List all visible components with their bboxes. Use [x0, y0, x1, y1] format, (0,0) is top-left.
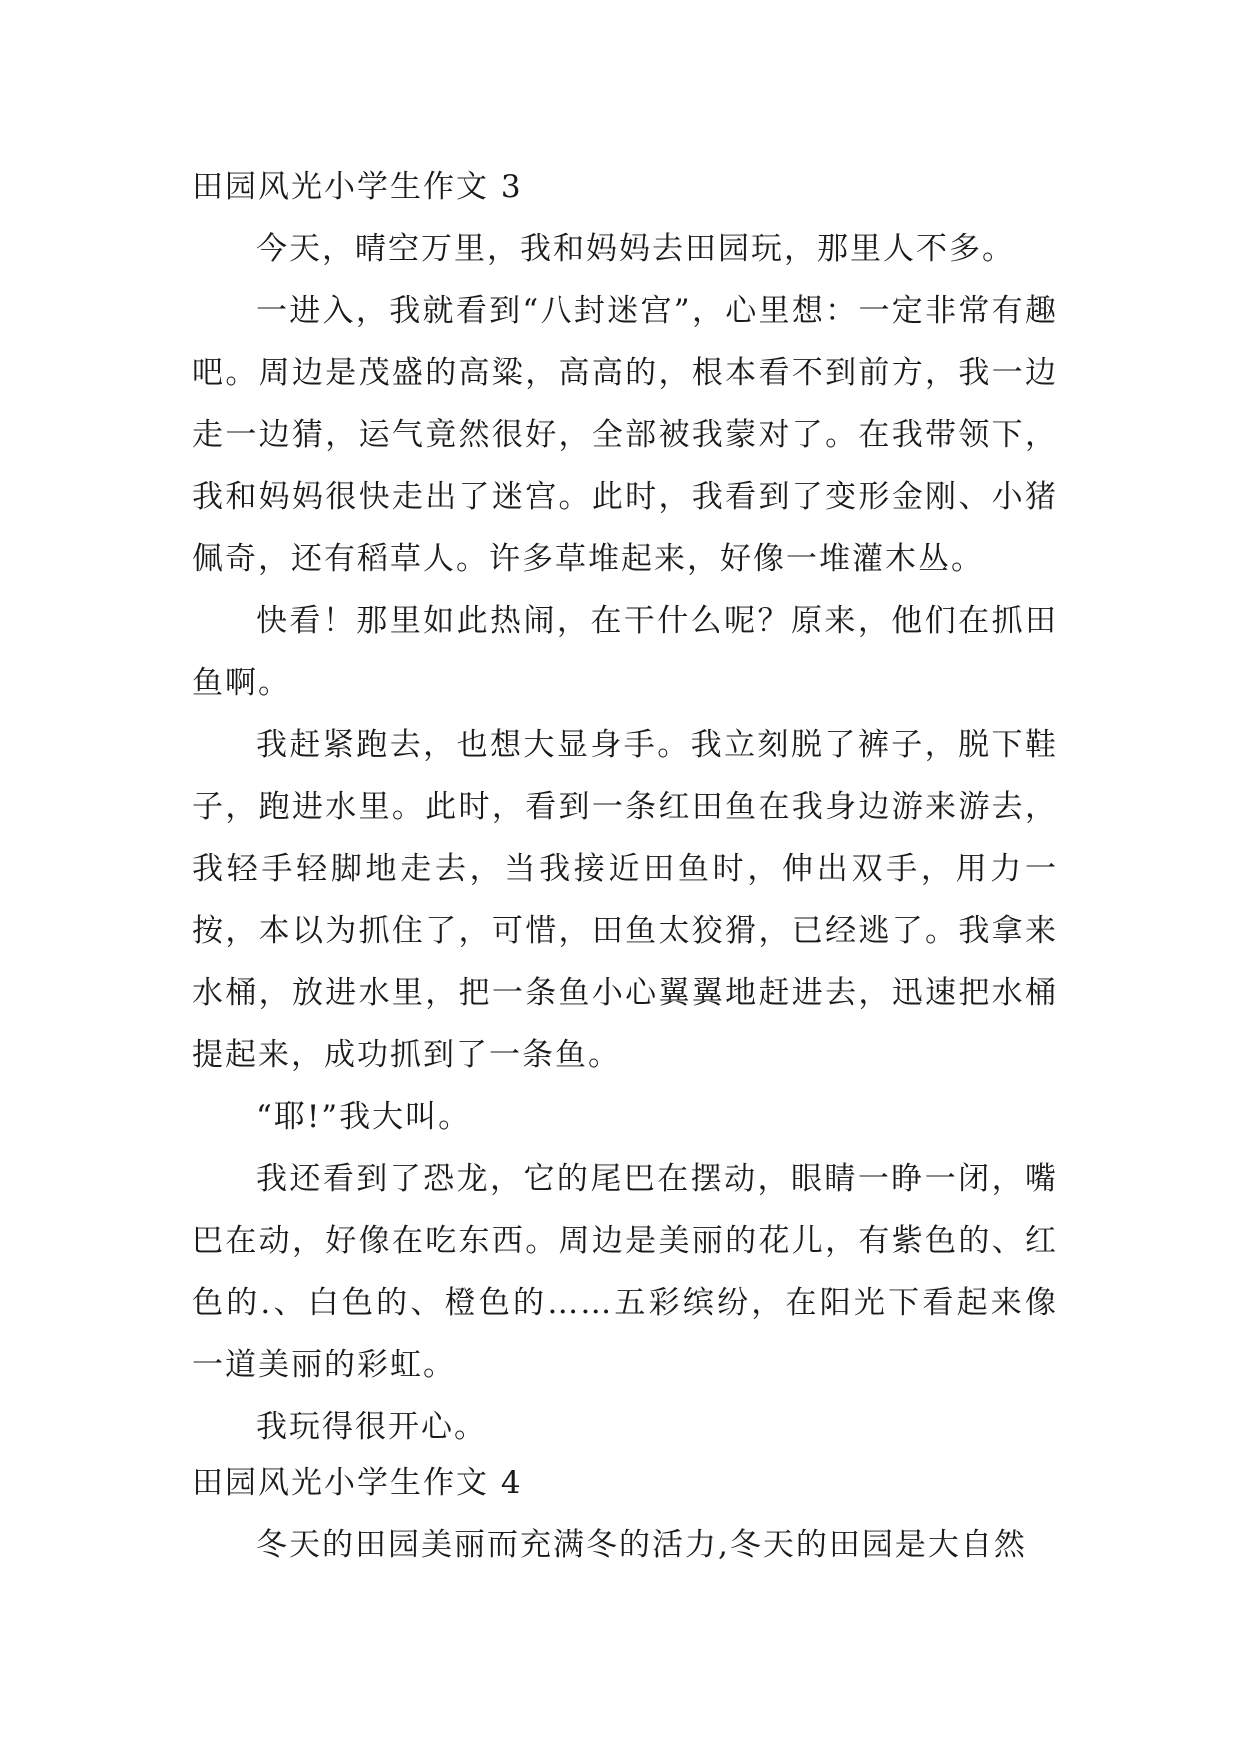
paragraph: 今天，晴空万里，我和妈妈去田园玩，那里人不多。 [256, 231, 1015, 267]
paragraph: 我赶紧跑去，也想大显身手。我立刻脱了裤子，脱下鞋子，跑进水里。此时，看到一条红田鱼在我身边游来游去，我轻手轻脚地走去，当我接近田鱼时，伸出双手，用力一按，本以为抓住了，可惜，田鱼太狡猾，已经逃了。我拿来水桶，放进水里，把一条鱼小心翼翼地赶进去，迅速把水桶提起来，成功抓到了一条鱼。 [192, 727, 1058, 1073]
paragraph: 一进入，我就看到“八封迷宫”，心里想：一定非常有趣吧。周边是茂盛的高粱，高高的，根本看不到前方，我一边走一边猜，运气竟然很好，全部被我蒙对了。在我带领下，我和妈妈很快走出了迷宫。此时，我看到了变形金刚、小猪佩奇，还有稻草人。许多草堆起来，好像一堆灌木丛。 [192, 293, 1058, 577]
paragraph: 冬天的田园美丽而充满冬的活力,冬天的田园是大自然 [256, 1527, 1027, 1563]
paragraph: “耶!”我大叫。 [256, 1099, 472, 1135]
essay-title: 田园风光小学生作文 4 [192, 1465, 523, 1501]
paragraph: 我还看到了恐龙，它的尾巴在摆动，眼睛一睁一闭，嘴巴在动，好像在吃东西。周边是美丽的花儿，有紫色的、红色的.、白色的、橙色的……五彩缤纷，在阳光下看起来像一道美丽的彩虹。 [192, 1161, 1058, 1383]
paragraph: 我玩得很开心。 [256, 1409, 487, 1445]
essay-title: 田园风光小学生作文 3 [192, 169, 523, 205]
paragraph: 快看！那里如此热闹，在干什么呢？原来，他们在抓田鱼啊。 [192, 603, 1058, 701]
essay-section-4 [192, 1452, 1058, 1576]
essay-section-3 [192, 156, 1058, 1458]
